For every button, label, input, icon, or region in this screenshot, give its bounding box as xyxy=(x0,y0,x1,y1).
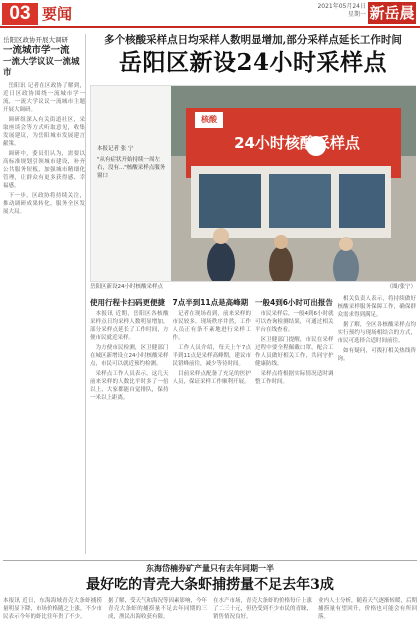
column-subhead: 7点半到11点是高峰期 xyxy=(172,298,249,307)
column-paragraph: 据了解，全区各核酸采样点均实行预约与现场相结合的方式，市民可选择合适时间前往。 xyxy=(337,322,416,344)
column-paragraph: 目前采样点配备了充足的医护人员，保证采样工作顺利开展。 xyxy=(172,371,251,385)
column-paragraph: 工作人员介绍，每天上午7点半到11点是采样高峰期，建议市民错峰前往，减少等待时间。 xyxy=(172,345,251,367)
column-paragraph: 采样点工作人员表示，这几天前来采样的人数比平时多了一倍以上，大家都能自觉排队，保持一米以上距离。 xyxy=(90,371,169,401)
bottom-divider xyxy=(3,560,417,561)
bottom-column: 本报讯 近日，东海海域青壳大条虾捕捞量明显下降，市场价格随之上涨，不少市民表示今年的虾比往年贵了不少。 xyxy=(3,598,102,620)
photo-sign-badge: 核酸 xyxy=(195,112,223,128)
photo-credit: （图/张宁） xyxy=(386,284,416,290)
date-line xyxy=(286,3,366,19)
bottom-columns xyxy=(3,597,417,639)
sidebar-body xyxy=(3,82,85,216)
bottom-column: 据了解，受天气和海况等因素影响，今年青壳大条虾的捕捞量不足去年同期的三成，渔民出海收获有限。 xyxy=(108,598,207,620)
photo-caption-row xyxy=(90,283,416,291)
sidebar-paragraph: 调研组深入有关街道社区，采取座谈会等方式听取意见，收集发展建议，为岳阳城市发展建言献策。 xyxy=(3,117,85,147)
article-column xyxy=(90,295,169,553)
sidebar-article xyxy=(3,34,86,554)
main-headline: 岳阳区新设24小时采样点 xyxy=(118,49,387,76)
bottom-column: 业内人士分析，随着天气逐渐转暖，后期捕捞量有望回升，价格也可能会有所回落。 xyxy=(318,598,417,620)
column-paragraph: 市民采样后，一般4到6小时就可以查询检测结果，可通过相关平台在线查看。 xyxy=(255,311,334,333)
sidebar-paragraph: 岳阳讯 记者在区政协了解到，近日区政协围绕一流城市学一流，一流大学议议一流城市主题开展大调研。 xyxy=(3,83,85,113)
sidebar-kicker: 岳阳区政协开展大调研 xyxy=(3,36,68,44)
column-subhead: 一般4到6小时可出报告 xyxy=(255,298,333,307)
column-paragraph: 采样点将根据实际情况适时调整工作时间。 xyxy=(255,371,334,385)
weekday: 星期一 xyxy=(347,11,366,18)
header-rule xyxy=(0,26,420,28)
photo-inset-text: "从有症状开始持续一周左右，没有..."核酸采样点服务窗口 xyxy=(97,157,166,179)
photo-caption: 岳阳区新设24小时核酸采样点 xyxy=(90,284,163,290)
page-header xyxy=(0,0,420,27)
column-paragraph: 记者在现场看到，前来采样的市民较多，现场秩序井然，工作人员正有条不紊地进行采样工作。 xyxy=(172,311,251,341)
sidebar-paragraph: 调研中，委员们认为，需要以高标准规划引领城市建设，补齐公共服务短板，加强城市精细化管理，让群众有更多获得感、幸福感。 xyxy=(3,151,85,189)
photo-sign-text: 24小时核酸采样点 xyxy=(234,134,360,152)
article-column xyxy=(338,295,417,553)
column-paragraph: 相关负责人表示，将持续做好核酸采样服务保障工作，确保群众需求得到满足。 xyxy=(337,296,416,318)
article-photo xyxy=(90,85,416,282)
page-number: 03 xyxy=(2,3,38,25)
article-column xyxy=(173,295,252,553)
article-columns xyxy=(90,295,416,553)
column-paragraph: 本报讯 近期，岳阳区各核酸采样点日均采样人数明显增加，部分采样点延长了工作时间，方便市民就近采样。 xyxy=(90,311,169,341)
column-paragraph: 如有疑问，可拨打相关热线咨询。 xyxy=(337,348,416,362)
bottom-headline: 最好吃的青壳大条虾捕捞量不足去年3成 xyxy=(86,577,334,593)
bottom-deck: 东海岱楠券矿产量只有去年同期一半 xyxy=(146,563,274,573)
photo-illustration xyxy=(91,86,416,281)
column-subhead: 使用行程卡扫码更便捷 xyxy=(90,298,165,307)
section-title: 要闻 xyxy=(42,5,73,23)
column-paragraph: 区卫健部门提醒，市民在采样过程中要全程佩戴口罩，配合工作人员做好相关工作，共同守护健康防线。 xyxy=(255,337,334,367)
main-deck: 多个核酸采样点日均采样人数明显增加,部分采样点延长工作时间 xyxy=(104,34,402,46)
column-paragraph: 为方便市民检测，区卫健部门在城区新增设立24小时核酸采样点，市民可以就近预约检测。 xyxy=(90,345,169,367)
date: 2021年05月24日 xyxy=(317,3,366,10)
photo-byline: 本报记者 张 宁 xyxy=(97,146,134,152)
sidebar-subhead: 一流大学议议一流城市 xyxy=(3,57,80,78)
article-column xyxy=(255,295,334,553)
bottom-column: 在水产市场，青壳大条虾的价格每斤上涨了二三十元，但仍受到不少市民的青睐，销售情况良好。 xyxy=(213,598,312,620)
main-article xyxy=(90,33,416,553)
masthead-logo: 新岳晨 xyxy=(369,4,415,22)
sidebar-paragraph: 下一步，区政协将持续关注，推动调研成果转化，服务全区发展大局。 xyxy=(3,193,85,215)
sidebar-headline: 一流城市学一流 xyxy=(3,45,70,56)
